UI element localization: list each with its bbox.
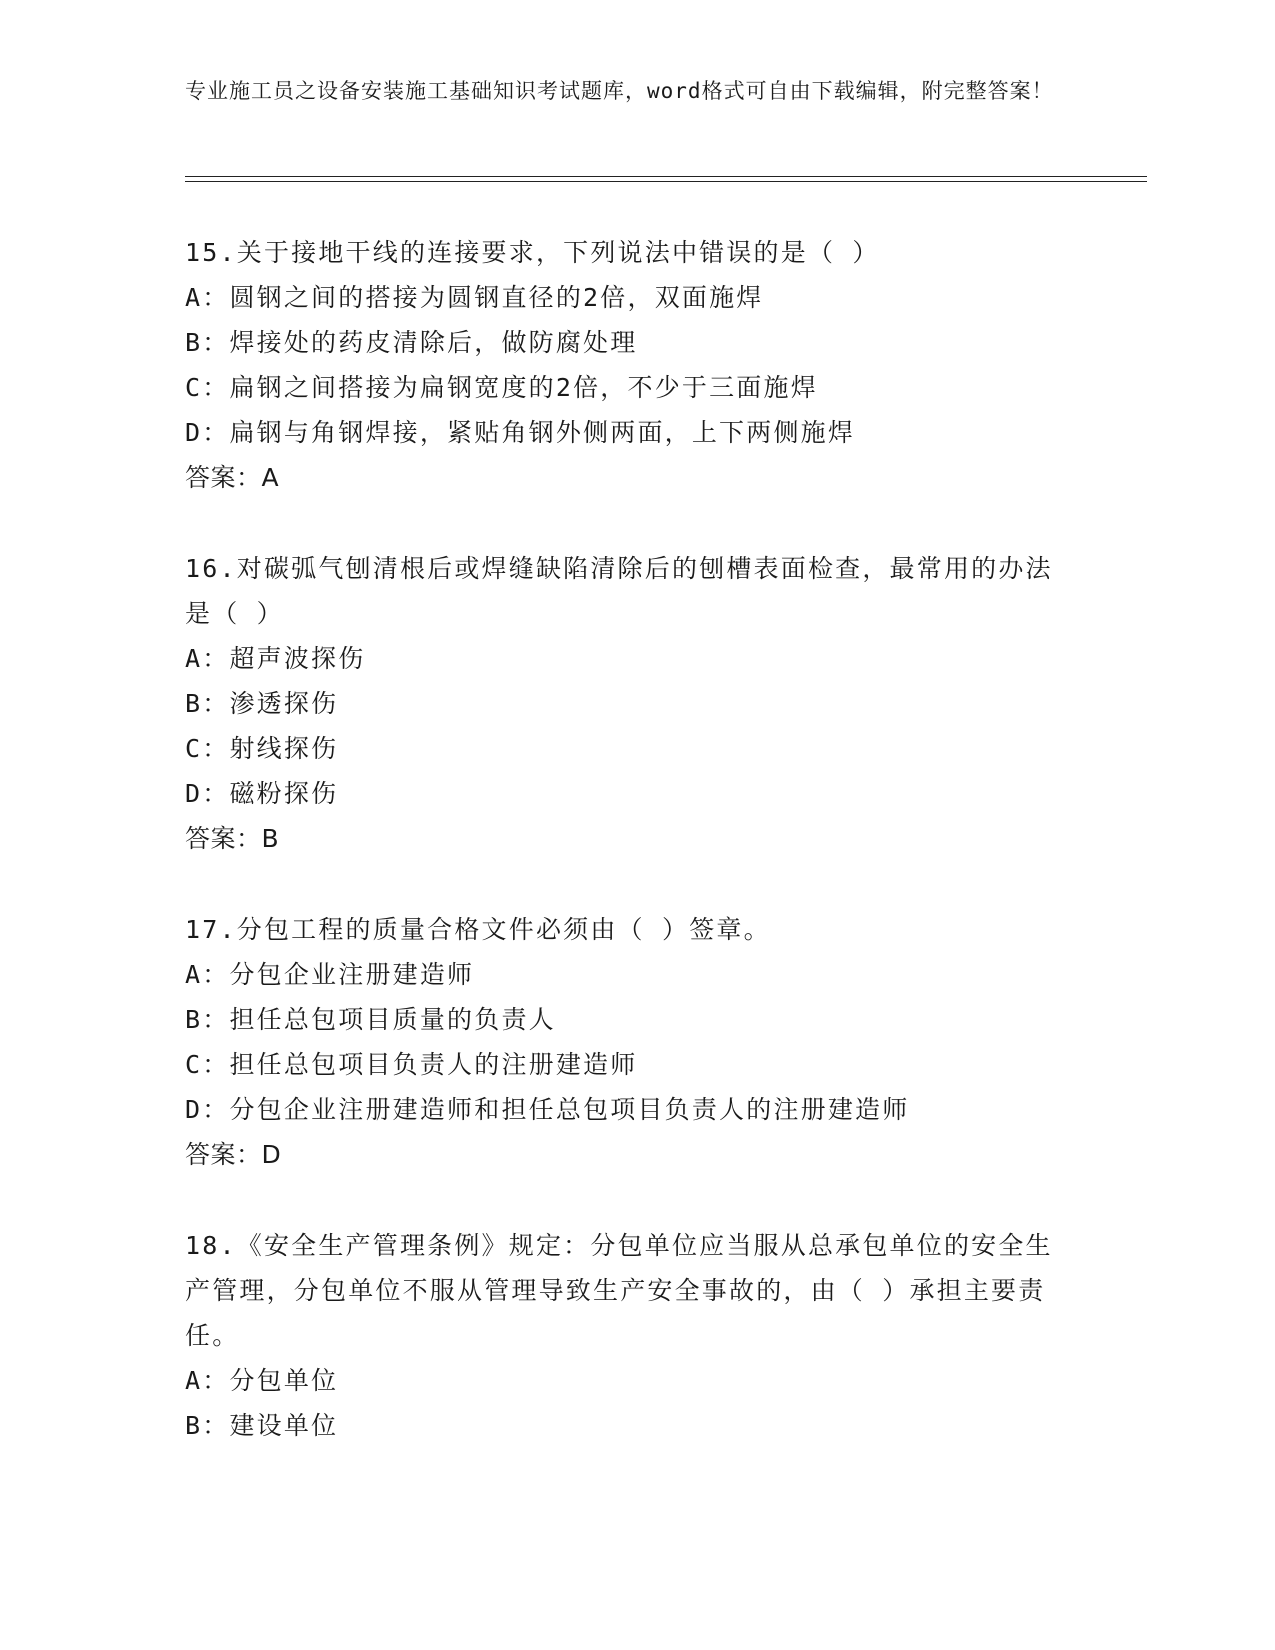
answer-line: 答案：D [185,1140,282,1169]
question-stem: 16.对碳弧气刨清根后或焊缝缺陷清除后的刨槽表面检查，最常用的办法是（ ） [185,554,1053,628]
option-c: C：射线探伤 [185,734,339,763]
option-a: A：分包单位 [185,1366,339,1395]
question-17 [185,907,1065,1178]
option-d: D：扁钢与角钢焊接，紧贴角钢外侧两面，上下两侧施焊 [185,418,856,447]
option-a: A：超声波探伤 [185,644,366,673]
question-16 [185,546,1065,862]
option-b: B：渗透探伤 [185,689,339,718]
option-b: B：建设单位 [185,1411,339,1440]
option-b: B：焊接处的药皮清除后，做防腐处理 [185,328,638,357]
option-d: D：分包企业注册建造师和担任总包项目负责人的注册建造师 [185,1095,910,1124]
option-b: B：担任总包项目质量的负责人 [185,1005,556,1034]
question-stem: 17.分包工程的质量合格文件必须由（ ）签章。 [185,915,771,944]
option-c: C：担任总包项目负责人的注册建造师 [185,1050,638,1079]
answer-line: 答案：A [185,463,280,492]
question-stem: 15.关于接地干线的连接要求，下列说法中错误的是（ ） [185,238,880,267]
option-d: D：磁粉探伤 [185,779,339,808]
question-15 [185,230,1065,501]
option-a: A：分包企业注册建造师 [185,960,475,989]
answer-line: 答案：B [185,824,280,853]
question-18 [185,1223,1065,1448]
option-c: C：扁钢之间搭接为扁钢宽度的2倍，不少于三面施焊 [185,373,818,402]
question-list [185,230,1065,1493]
header-divider-bottom [185,181,1147,182]
option-a: A：圆钢之间的搭接为圆钢直径的2倍，双面施焊 [185,283,764,312]
document-header: 专业施工员之设备安装施工基础知识考试题库，word格式可自由下载编辑，附完整答案！ [185,79,1054,103]
header-divider-top [185,176,1147,177]
question-stem: 18.《安全生产管理条例》规定：分包单位应当服从总承包单位的安全生产管理，分包单位不服从管理导致生产安全事故的，由（ ）承担主要责任。 [185,1231,1053,1350]
